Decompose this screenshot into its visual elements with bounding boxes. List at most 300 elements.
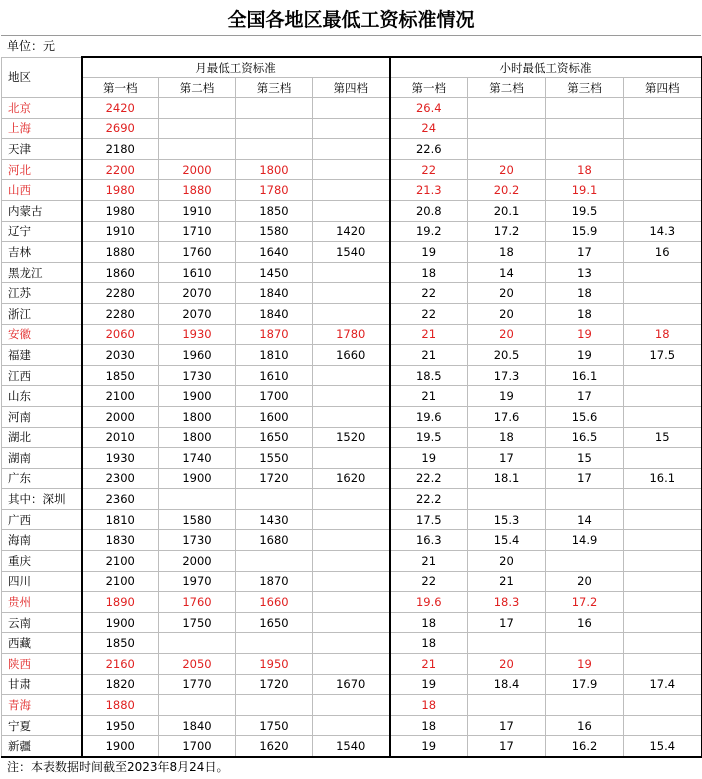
hourly-tier-2-cell: 20 (468, 283, 546, 304)
monthly-tier-4-cell: 1540 (313, 736, 390, 757)
hourly-tier-4-cell (624, 365, 702, 386)
hourly-tier-3-cell (546, 695, 624, 716)
hourly-tier-1-cell: 19.2 (390, 221, 468, 242)
hourly-tier-3-cell: 19 (546, 345, 624, 366)
monthly-tier-2-cell (159, 139, 236, 160)
hourly-tier-1-cell: 22 (390, 159, 468, 180)
monthly-tier-1-cell: 1850 (82, 633, 159, 654)
monthly-tier-3-cell: 1640 (236, 242, 313, 263)
hourly-tier-4-cell (624, 118, 702, 139)
monthly-tier-2-cell: 1900 (159, 386, 236, 407)
table-row (2, 695, 702, 716)
monthly-tier-2-cell: 1710 (159, 221, 236, 242)
monthly-tier-3-cell (236, 118, 313, 139)
hourly-tier-2-cell: 20.2 (468, 180, 546, 201)
monthly-tier-4-cell: 1420 (313, 221, 390, 242)
monthly-tier-2-cell: 1880 (159, 180, 236, 201)
hourly-tier-4-cell (624, 200, 702, 221)
hourly-tier-1-cell: 21 (390, 654, 468, 675)
hourly-tier-2-cell: 15.4 (468, 530, 546, 551)
hourly-tier-3-cell: 20 (546, 571, 624, 592)
monthly-tier-3-cell: 1850 (236, 200, 313, 221)
hourly-tier-1-cell: 21 (390, 345, 468, 366)
region-cell: 四川 (2, 571, 82, 592)
table-row (2, 221, 702, 242)
monthly-tier-1-cell: 2280 (82, 303, 159, 324)
monthly-tier-4-cell (313, 592, 390, 613)
monthly-tier-3-cell: 1450 (236, 262, 313, 283)
hourly-tier-1-cell: 18 (390, 262, 468, 283)
table-title: 全国各地区最低工资标准情况 (1, 1, 701, 36)
region-cell: 吉林 (2, 242, 82, 263)
hourly-tier-1-cell: 21.3 (390, 180, 468, 201)
hourly-tier-3-cell (546, 139, 624, 160)
hourly-tier-1-cell: 21 (390, 324, 468, 345)
monthly-tier-1-cell: 2100 (82, 551, 159, 572)
hourly-tier-4-cell (624, 406, 702, 427)
region-cell: 广东 (2, 468, 82, 489)
monthly-tier-3-cell: 1660 (236, 592, 313, 613)
hourly-tier-1-cell: 18 (390, 633, 468, 654)
monthly-tier-3-cell: 1870 (236, 571, 313, 592)
region-cell: 湖南 (2, 448, 82, 469)
region-cell: 甘肃 (2, 674, 82, 695)
hourly-tier-3-cell: 17 (546, 242, 624, 263)
monthly-tier-3-cell: 1430 (236, 509, 313, 530)
hourly-tier-2-cell: 17.3 (468, 365, 546, 386)
hourly-tier-2-cell: 20 (468, 551, 546, 572)
table-row (2, 345, 702, 366)
wage-table (1, 56, 702, 758)
hourly-tier-4-cell (624, 715, 702, 736)
hourly-tier-2-cell: 17.2 (468, 221, 546, 242)
monthly-tier-4-cell (313, 386, 390, 407)
monthly-tier-1-cell: 1980 (82, 200, 159, 221)
hourly-tier-3-cell (546, 489, 624, 510)
monthly-tier-1-cell: 2300 (82, 468, 159, 489)
monthly-tier-2-cell: 1760 (159, 242, 236, 263)
hourly-tier-2-cell (468, 118, 546, 139)
monthly-tier-1-cell: 1900 (82, 612, 159, 633)
hourly-tier-2-cell: 20 (468, 324, 546, 345)
monthly-tier-1-cell: 2000 (82, 406, 159, 427)
monthly-tier-1-cell: 2100 (82, 571, 159, 592)
header-hourly-tier-1: 第一档 (390, 78, 468, 98)
hourly-tier-2-cell: 18 (468, 242, 546, 263)
region-cell: 陕西 (2, 654, 82, 675)
monthly-tier-2-cell: 2070 (159, 303, 236, 324)
hourly-tier-1-cell: 19.5 (390, 427, 468, 448)
region-cell: 山东 (2, 386, 82, 407)
region-cell: 江苏 (2, 283, 82, 304)
table-body (2, 98, 702, 758)
hourly-tier-2-cell (468, 695, 546, 716)
hourly-tier-1-cell: 22.6 (390, 139, 468, 160)
footnote: 注：本表数据时间截至2023年8月24日。 (7, 760, 229, 774)
monthly-tier-3-cell: 1650 (236, 427, 313, 448)
header-region: 地区 (2, 57, 82, 98)
monthly-tier-4-cell (313, 448, 390, 469)
hourly-tier-2-cell: 18 (468, 427, 546, 448)
hourly-tier-4-cell (624, 633, 702, 654)
hourly-tier-4-cell (624, 180, 702, 201)
monthly-tier-3-cell (236, 551, 313, 572)
hourly-tier-1-cell: 22.2 (390, 468, 468, 489)
monthly-tier-1-cell: 1830 (82, 530, 159, 551)
hourly-tier-1-cell: 22 (390, 303, 468, 324)
hourly-tier-2-cell: 17.6 (468, 406, 546, 427)
monthly-tier-3-cell: 1840 (236, 303, 313, 324)
header-hourly-tier-3: 第三档 (546, 78, 624, 98)
hourly-tier-1-cell: 19 (390, 736, 468, 757)
monthly-tier-3-cell: 1680 (236, 530, 313, 551)
hourly-tier-3-cell: 18 (546, 283, 624, 304)
region-cell: 宁夏 (2, 715, 82, 736)
table-row (2, 386, 702, 407)
monthly-tier-2-cell: 1800 (159, 406, 236, 427)
monthly-tier-4-cell (313, 303, 390, 324)
monthly-tier-3-cell: 1650 (236, 612, 313, 633)
region-cell: 新疆 (2, 736, 82, 757)
hourly-tier-1-cell: 26.4 (390, 98, 468, 119)
hourly-tier-3-cell: 16.5 (546, 427, 624, 448)
hourly-tier-3-cell: 19 (546, 324, 624, 345)
hourly-tier-1-cell: 24 (390, 118, 468, 139)
table-row (2, 448, 702, 469)
region-cell: 黑龙江 (2, 262, 82, 283)
hourly-tier-1-cell: 19 (390, 448, 468, 469)
monthly-tier-2-cell: 1700 (159, 736, 236, 757)
hourly-tier-2-cell: 20 (468, 303, 546, 324)
header-monthly-tier-3: 第三档 (236, 78, 313, 98)
region-cell: 辽宁 (2, 221, 82, 242)
table-row (2, 98, 702, 119)
monthly-tier-3-cell: 1720 (236, 468, 313, 489)
table-row (2, 262, 702, 283)
monthly-tier-3-cell: 1950 (236, 654, 313, 675)
monthly-tier-1-cell: 2030 (82, 345, 159, 366)
hourly-tier-2-cell (468, 489, 546, 510)
monthly-tier-2-cell: 1740 (159, 448, 236, 469)
monthly-tier-2-cell: 1900 (159, 468, 236, 489)
monthly-tier-2-cell: 2000 (159, 159, 236, 180)
hourly-tier-2-cell (468, 98, 546, 119)
hourly-tier-4-cell (624, 530, 702, 551)
monthly-tier-4-cell (313, 530, 390, 551)
hourly-tier-4-cell: 15.4 (624, 736, 702, 757)
table-row (2, 592, 702, 613)
hourly-tier-4-cell: 16.1 (624, 468, 702, 489)
monthly-tier-2-cell: 1580 (159, 509, 236, 530)
monthly-tier-4-cell: 1520 (313, 427, 390, 448)
hourly-tier-2-cell: 19 (468, 386, 546, 407)
region-cell: 其中：深圳 (2, 489, 82, 510)
hourly-tier-4-cell (624, 654, 702, 675)
hourly-tier-4-cell (624, 283, 702, 304)
hourly-tier-1-cell: 19 (390, 242, 468, 263)
header-monthly-tier-1: 第一档 (82, 78, 159, 98)
monthly-tier-4-cell (313, 571, 390, 592)
monthly-tier-1-cell: 1950 (82, 715, 159, 736)
hourly-tier-4-cell (624, 571, 702, 592)
monthly-tier-3-cell: 1610 (236, 365, 313, 386)
monthly-tier-2-cell: 1730 (159, 530, 236, 551)
table-row (2, 118, 702, 139)
monthly-tier-4-cell: 1660 (313, 345, 390, 366)
monthly-tier-4-cell: 1620 (313, 468, 390, 489)
monthly-tier-1-cell: 1810 (82, 509, 159, 530)
hourly-tier-1-cell: 18 (390, 695, 468, 716)
hourly-tier-2-cell: 21 (468, 571, 546, 592)
hourly-tier-4-cell (624, 159, 702, 180)
monthly-tier-2-cell: 1760 (159, 592, 236, 613)
hourly-tier-3-cell: 16.2 (546, 736, 624, 757)
hourly-tier-2-cell: 15.3 (468, 509, 546, 530)
hourly-tier-3-cell: 17.2 (546, 592, 624, 613)
hourly-tier-3-cell: 18 (546, 303, 624, 324)
monthly-tier-3-cell: 1780 (236, 180, 313, 201)
monthly-tier-2-cell: 1730 (159, 365, 236, 386)
monthly-tier-2-cell: 1610 (159, 262, 236, 283)
hourly-tier-3-cell: 17.9 (546, 674, 624, 695)
monthly-tier-4-cell (313, 118, 390, 139)
monthly-tier-4-cell (313, 509, 390, 530)
monthly-tier-3-cell: 1600 (236, 406, 313, 427)
hourly-tier-3-cell (546, 551, 624, 572)
monthly-tier-1-cell: 2010 (82, 427, 159, 448)
hourly-tier-4-cell: 18 (624, 324, 702, 345)
table-row (2, 530, 702, 551)
region-cell: 云南 (2, 612, 82, 633)
hourly-tier-1-cell: 22.2 (390, 489, 468, 510)
monthly-tier-2-cell: 1970 (159, 571, 236, 592)
region-cell: 安徽 (2, 324, 82, 345)
header-monthly-tier-2: 第二档 (159, 78, 236, 98)
monthly-tier-3-cell: 1750 (236, 715, 313, 736)
table-row (2, 571, 702, 592)
hourly-tier-3-cell: 15.6 (546, 406, 624, 427)
hourly-tier-4-cell (624, 262, 702, 283)
table-header (2, 57, 702, 98)
monthly-tier-4-cell (313, 139, 390, 160)
monthly-tier-4-cell: 1670 (313, 674, 390, 695)
hourly-tier-3-cell (546, 98, 624, 119)
monthly-tier-4-cell (313, 715, 390, 736)
monthly-tier-1-cell: 2060 (82, 324, 159, 345)
header-monthly: 月最低工资标准 (82, 57, 390, 78)
hourly-tier-1-cell: 16.3 (390, 530, 468, 551)
monthly-tier-1-cell: 1890 (82, 592, 159, 613)
hourly-tier-3-cell: 14 (546, 509, 624, 530)
hourly-tier-3-cell: 19.1 (546, 180, 624, 201)
region-cell: 海南 (2, 530, 82, 551)
monthly-tier-3-cell: 1800 (236, 159, 313, 180)
region-cell: 江西 (2, 365, 82, 386)
hourly-tier-4-cell: 17.4 (624, 674, 702, 695)
hourly-tier-1-cell: 20.8 (390, 200, 468, 221)
monthly-tier-4-cell: 1780 (313, 324, 390, 345)
hourly-tier-3-cell: 17 (546, 468, 624, 489)
hourly-tier-2-cell: 18.1 (468, 468, 546, 489)
hourly-tier-1-cell: 17.5 (390, 509, 468, 530)
hourly-tier-4-cell (624, 612, 702, 633)
monthly-tier-1-cell: 1980 (82, 180, 159, 201)
monthly-tier-2-cell: 1840 (159, 715, 236, 736)
monthly-tier-4-cell (313, 283, 390, 304)
hourly-tier-2-cell: 20 (468, 159, 546, 180)
monthly-tier-2-cell: 1750 (159, 612, 236, 633)
monthly-tier-3-cell: 1870 (236, 324, 313, 345)
monthly-tier-2-cell (159, 695, 236, 716)
hourly-tier-3-cell: 19 (546, 654, 624, 675)
monthly-tier-3-cell: 1620 (236, 736, 313, 757)
table-row (2, 468, 702, 489)
hourly-tier-1-cell: 18 (390, 715, 468, 736)
monthly-tier-4-cell (313, 159, 390, 180)
monthly-tier-1-cell: 1880 (82, 242, 159, 263)
hourly-tier-4-cell: 17.5 (624, 345, 702, 366)
table-row (2, 139, 702, 160)
hourly-tier-4-cell: 15 (624, 427, 702, 448)
hourly-tier-3-cell: 14.9 (546, 530, 624, 551)
table-row (2, 200, 702, 221)
monthly-tier-1-cell: 2420 (82, 98, 159, 119)
hourly-tier-1-cell: 19 (390, 674, 468, 695)
monthly-tier-3-cell: 1720 (236, 674, 313, 695)
monthly-tier-3-cell (236, 139, 313, 160)
header-hourly: 小时最低工资标准 (390, 57, 702, 78)
region-cell: 河南 (2, 406, 82, 427)
monthly-tier-4-cell (313, 551, 390, 572)
hourly-tier-1-cell: 19.6 (390, 406, 468, 427)
hourly-tier-4-cell (624, 489, 702, 510)
table-row (2, 303, 702, 324)
table-row (2, 654, 702, 675)
region-cell: 福建 (2, 345, 82, 366)
hourly-tier-2-cell: 20 (468, 654, 546, 675)
hourly-tier-2-cell: 14 (468, 262, 546, 283)
table-row (2, 674, 702, 695)
hourly-tier-4-cell (624, 695, 702, 716)
region-cell: 河北 (2, 159, 82, 180)
table-row (2, 551, 702, 572)
hourly-tier-3-cell: 19.5 (546, 200, 624, 221)
region-cell: 青海 (2, 695, 82, 716)
header-hourly-tier-4: 第四档 (624, 78, 702, 98)
hourly-tier-3-cell: 15.9 (546, 221, 624, 242)
hourly-tier-3-cell (546, 633, 624, 654)
monthly-tier-1-cell: 2200 (82, 159, 159, 180)
hourly-tier-1-cell: 18.5 (390, 365, 468, 386)
table-row (2, 489, 702, 510)
monthly-tier-2-cell (159, 633, 236, 654)
table-row (2, 509, 702, 530)
table-row (2, 736, 702, 757)
hourly-tier-4-cell (624, 98, 702, 119)
monthly-tier-3-cell (236, 489, 313, 510)
monthly-tier-4-cell (313, 654, 390, 675)
hourly-tier-4-cell (624, 448, 702, 469)
region-cell: 重庆 (2, 551, 82, 572)
table-row (2, 324, 702, 345)
monthly-tier-2-cell: 2050 (159, 654, 236, 675)
monthly-tier-1-cell: 2180 (82, 139, 159, 160)
monthly-tier-4-cell (313, 365, 390, 386)
monthly-tier-1-cell: 1910 (82, 221, 159, 242)
monthly-tier-2-cell: 1800 (159, 427, 236, 448)
region-cell: 广西 (2, 509, 82, 530)
hourly-tier-3-cell (546, 118, 624, 139)
hourly-tier-3-cell: 16.1 (546, 365, 624, 386)
monthly-tier-3-cell: 1700 (236, 386, 313, 407)
hourly-tier-2-cell: 20.5 (468, 345, 546, 366)
hourly-tier-3-cell: 18 (546, 159, 624, 180)
table-row (2, 715, 702, 736)
hourly-tier-1-cell: 22 (390, 571, 468, 592)
table-row (2, 159, 702, 180)
hourly-tier-1-cell: 18 (390, 612, 468, 633)
monthly-tier-1-cell: 1860 (82, 262, 159, 283)
monthly-tier-3-cell: 1580 (236, 221, 313, 242)
hourly-tier-2-cell (468, 139, 546, 160)
monthly-tier-4-cell (313, 200, 390, 221)
region-cell: 湖北 (2, 427, 82, 448)
monthly-tier-2-cell (159, 489, 236, 510)
hourly-tier-2-cell: 17 (468, 715, 546, 736)
hourly-tier-3-cell: 15 (546, 448, 624, 469)
monthly-tier-2-cell: 1910 (159, 200, 236, 221)
table-row (2, 365, 702, 386)
hourly-tier-4-cell: 14.3 (624, 221, 702, 242)
monthly-tier-1-cell: 1850 (82, 365, 159, 386)
hourly-tier-3-cell: 16 (546, 612, 624, 633)
hourly-tier-4-cell: 16 (624, 242, 702, 263)
monthly-tier-3-cell (236, 695, 313, 716)
hourly-tier-4-cell (624, 509, 702, 530)
hourly-tier-1-cell: 19.6 (390, 592, 468, 613)
monthly-tier-4-cell (313, 633, 390, 654)
monthly-tier-2-cell: 1770 (159, 674, 236, 695)
hourly-tier-1-cell: 21 (390, 386, 468, 407)
region-cell: 山西 (2, 180, 82, 201)
hourly-tier-2-cell: 17 (468, 448, 546, 469)
spreadsheet (1, 1, 701, 777)
hourly-tier-3-cell: 16 (546, 715, 624, 736)
monthly-tier-4-cell (313, 180, 390, 201)
monthly-tier-1-cell: 2360 (82, 489, 159, 510)
monthly-tier-4-cell (313, 695, 390, 716)
region-cell: 天津 (2, 139, 82, 160)
monthly-tier-1-cell: 2100 (82, 386, 159, 407)
hourly-tier-4-cell (624, 592, 702, 613)
hourly-tier-2-cell (468, 633, 546, 654)
hourly-tier-2-cell: 18.3 (468, 592, 546, 613)
table-row (2, 633, 702, 654)
hourly-tier-4-cell (624, 139, 702, 160)
monthly-tier-4-cell (313, 406, 390, 427)
monthly-tier-2-cell: 1930 (159, 324, 236, 345)
monthly-tier-4-cell (313, 612, 390, 633)
hourly-tier-1-cell: 22 (390, 283, 468, 304)
monthly-tier-3-cell (236, 98, 313, 119)
table-row (2, 427, 702, 448)
hourly-tier-3-cell: 17 (546, 386, 624, 407)
monthly-tier-1-cell: 2690 (82, 118, 159, 139)
monthly-tier-1-cell: 1820 (82, 674, 159, 695)
monthly-tier-3-cell: 1840 (236, 283, 313, 304)
monthly-tier-1-cell: 2160 (82, 654, 159, 675)
table-row (2, 406, 702, 427)
